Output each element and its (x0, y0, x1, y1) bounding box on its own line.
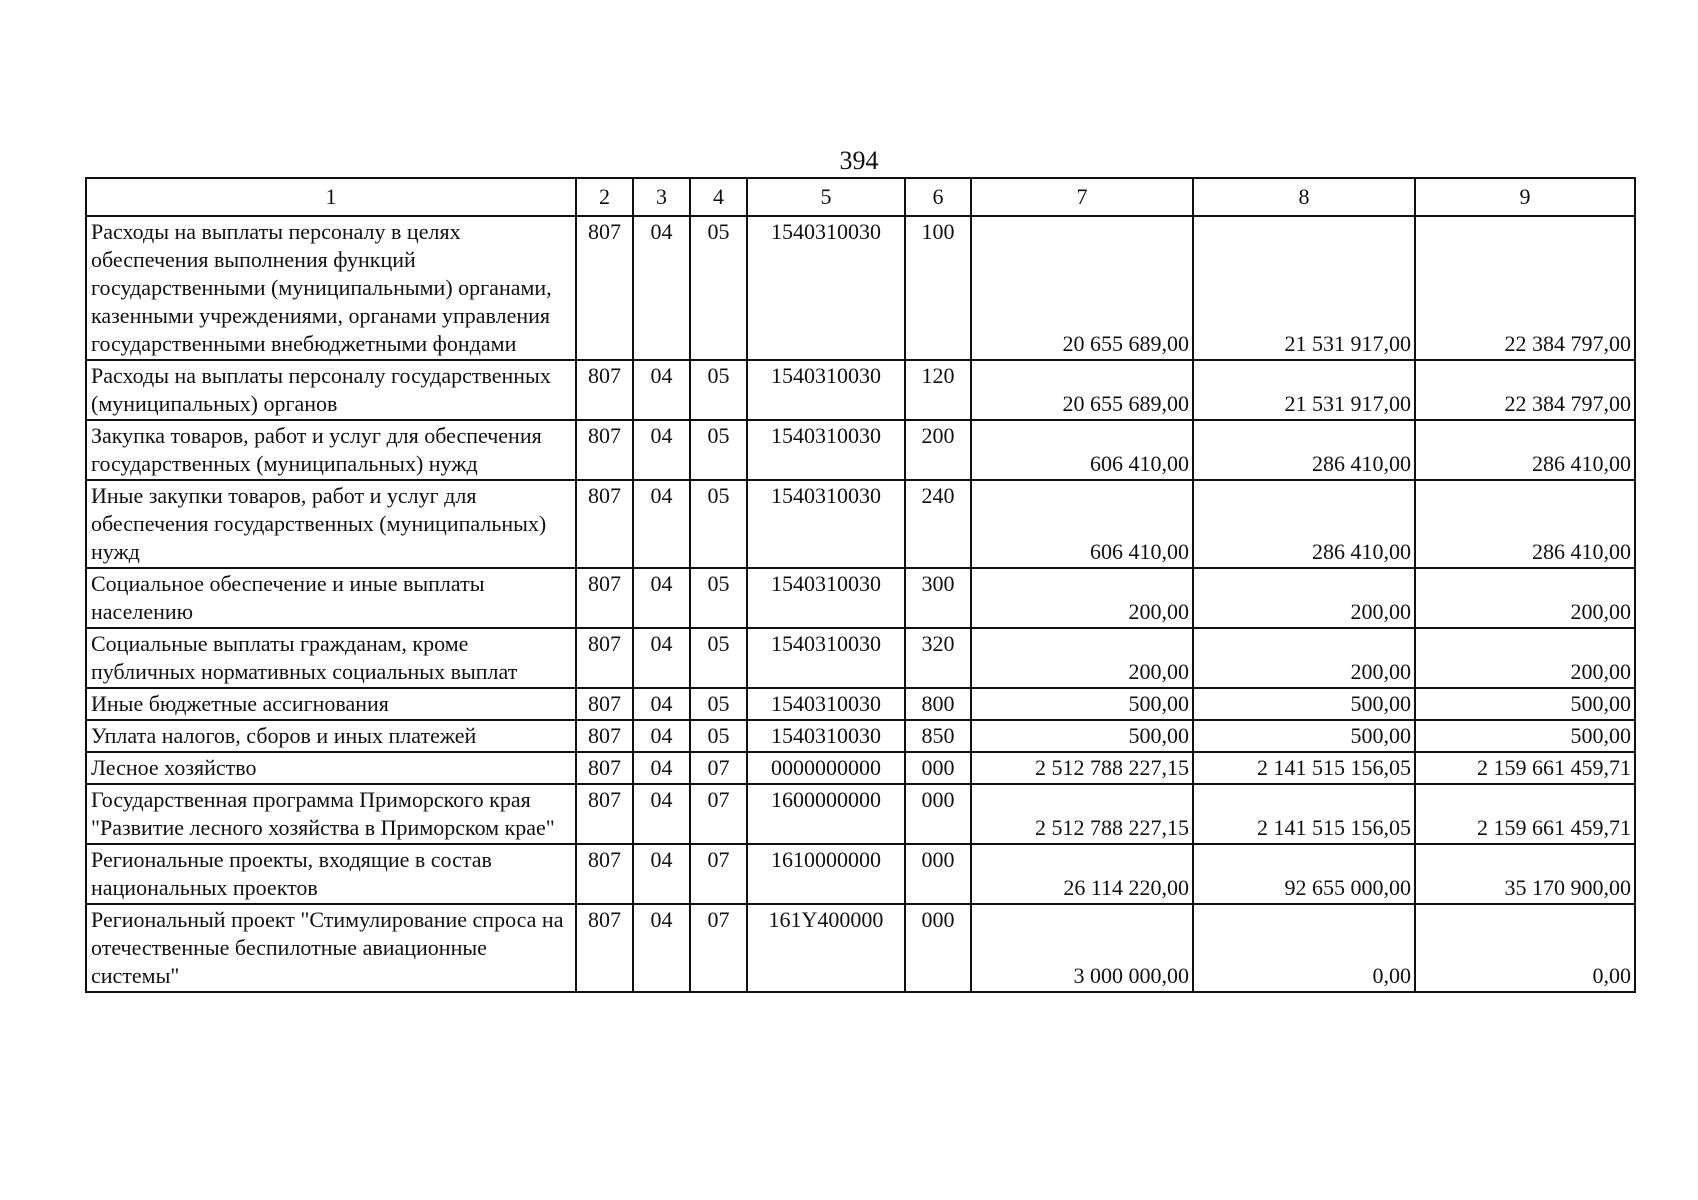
header-cell: 1 (86, 178, 576, 216)
cell-amount-col7: 3 000 000,00 (971, 904, 1193, 992)
header-cell: 7 (971, 178, 1193, 216)
cell-section-code: 04 (633, 688, 690, 720)
cell-amount-col7: 606 410,00 (971, 480, 1193, 568)
cell-amount-col8: 0,00 (1193, 904, 1415, 992)
cell-ministry-code: 807 (576, 216, 633, 360)
cell-target-article: 1540310030 (747, 628, 905, 688)
row-name: Расходы на выплаты персоналу в целях обеспечения выполнения функций государственными (муниципальными) органами, казенными учреждениями, органами управления государственными внебюджетными фондами (86, 216, 576, 360)
row-name: Закупка товаров, работ и услуг для обеспечения государственных (муниципальных) нужд (86, 420, 576, 480)
cell-ministry-code: 807 (576, 784, 633, 844)
cell-subsection-code: 05 (690, 720, 747, 752)
cell-amount-col8: 21 531 917,00 (1193, 216, 1415, 360)
cell-expense-type: 320 (905, 628, 971, 688)
header-cell: 3 (633, 178, 690, 216)
cell-section-code: 04 (633, 480, 690, 568)
cell-amount-col9: 500,00 (1415, 720, 1635, 752)
cell-amount-col7: 606 410,00 (971, 420, 1193, 480)
cell-section-code: 04 (633, 844, 690, 904)
cell-amount-col8: 286 410,00 (1193, 480, 1415, 568)
table-row (86, 216, 1635, 360)
header-cell: 4 (690, 178, 747, 216)
cell-amount-col7: 500,00 (971, 688, 1193, 720)
cell-section-code: 04 (633, 628, 690, 688)
cell-amount-col7: 2 512 788 227,15 (971, 784, 1193, 844)
table-row (86, 752, 1635, 784)
cell-amount-col9: 35 170 900,00 (1415, 844, 1635, 904)
cell-ministry-code: 807 (576, 568, 633, 628)
cell-target-article: 1540310030 (747, 480, 905, 568)
cell-subsection-code: 07 (690, 784, 747, 844)
cell-ministry-code: 807 (576, 420, 633, 480)
cell-expense-type: 000 (905, 784, 971, 844)
cell-ministry-code: 807 (576, 360, 633, 420)
cell-amount-col9: 200,00 (1415, 568, 1635, 628)
row-name: Иные закупки товаров, работ и услуг для обеспечения государственных (муниципальных) нужд (86, 480, 576, 568)
cell-subsection-code: 07 (690, 752, 747, 784)
header-cell: 8 (1193, 178, 1415, 216)
cell-subsection-code: 07 (690, 844, 747, 904)
table-row (86, 844, 1635, 904)
cell-section-code: 04 (633, 720, 690, 752)
table-row (86, 784, 1635, 844)
budget-table (85, 177, 1636, 993)
cell-expense-type: 000 (905, 844, 971, 904)
cell-amount-col9: 2 159 661 459,71 (1415, 784, 1635, 844)
cell-section-code: 04 (633, 904, 690, 992)
cell-amount-col9: 286 410,00 (1415, 480, 1635, 568)
cell-amount-col7: 200,00 (971, 628, 1193, 688)
table-row (86, 720, 1635, 752)
cell-expense-type: 120 (905, 360, 971, 420)
cell-expense-type: 300 (905, 568, 971, 628)
table-row (86, 360, 1635, 420)
cell-ministry-code: 807 (576, 688, 633, 720)
table-row (86, 904, 1635, 992)
header-row (86, 178, 1635, 216)
page-number: 394 (839, 146, 879, 175)
cell-target-article: 1540310030 (747, 688, 905, 720)
cell-ministry-code: 807 (576, 904, 633, 992)
table-row (86, 568, 1635, 628)
cell-expense-type: 800 (905, 688, 971, 720)
cell-amount-col7: 500,00 (971, 720, 1193, 752)
cell-expense-type: 240 (905, 480, 971, 568)
cell-amount-col8: 92 655 000,00 (1193, 844, 1415, 904)
cell-expense-type: 100 (905, 216, 971, 360)
row-name: Социальные выплаты гражданам, кроме публичных нормативных социальных выплат (86, 628, 576, 688)
cell-expense-type: 200 (905, 420, 971, 480)
cell-amount-col9: 500,00 (1415, 688, 1635, 720)
cell-subsection-code: 05 (690, 568, 747, 628)
cell-target-article: 1540310030 (747, 568, 905, 628)
cell-amount-col9: 22 384 797,00 (1415, 216, 1635, 360)
cell-target-article: 1540310030 (747, 720, 905, 752)
cell-subsection-code: 05 (690, 360, 747, 420)
cell-target-article: 1600000000 (747, 784, 905, 844)
cell-ministry-code: 807 (576, 628, 633, 688)
cell-ministry-code: 807 (576, 480, 633, 568)
cell-amount-col9: 2 159 661 459,71 (1415, 752, 1635, 784)
cell-amount-col8: 500,00 (1193, 688, 1415, 720)
cell-target-article: 1610000000 (747, 844, 905, 904)
cell-target-article: 161Y400000 (747, 904, 905, 992)
cell-amount-col8: 21 531 917,00 (1193, 360, 1415, 420)
cell-ministry-code: 807 (576, 844, 633, 904)
table-row (86, 480, 1635, 568)
cell-expense-type: 850 (905, 720, 971, 752)
cell-ministry-code: 807 (576, 752, 633, 784)
cell-amount-col7: 200,00 (971, 568, 1193, 628)
cell-amount-col8: 2 141 515 156,05 (1193, 784, 1415, 844)
header-cell: 9 (1415, 178, 1635, 216)
cell-section-code: 04 (633, 360, 690, 420)
cell-target-article: 1540310030 (747, 420, 905, 480)
table-row (86, 628, 1635, 688)
row-name: Иные бюджетные ассигнования (86, 688, 576, 720)
cell-subsection-code: 05 (690, 628, 747, 688)
cell-amount-col8: 286 410,00 (1193, 420, 1415, 480)
cell-amount-col7: 20 655 689,00 (971, 216, 1193, 360)
cell-section-code: 04 (633, 568, 690, 628)
row-name: Социальное обеспечение и иные выплаты населению (86, 568, 576, 628)
cell-amount-col9: 0,00 (1415, 904, 1635, 992)
cell-ministry-code: 807 (576, 720, 633, 752)
cell-amount-col7: 26 114 220,00 (971, 844, 1193, 904)
row-name: Расходы на выплаты персоналу государственных (муниципальных) органов (86, 360, 576, 420)
row-name: Государственная программа Приморского края "Развитие лесного хозяйства в Приморском крае" (86, 784, 576, 844)
header-cell: 6 (905, 178, 971, 216)
cell-subsection-code: 05 (690, 688, 747, 720)
cell-amount-col8: 200,00 (1193, 628, 1415, 688)
cell-subsection-code: 07 (690, 904, 747, 992)
row-name: Лесное хозяйство (86, 752, 576, 784)
header-cell: 2 (576, 178, 633, 216)
cell-amount-col9: 22 384 797,00 (1415, 360, 1635, 420)
cell-target-article: 1540310030 (747, 216, 905, 360)
row-name: Региональные проекты, входящие в состав национальных проектов (86, 844, 576, 904)
cell-expense-type: 000 (905, 752, 971, 784)
table-row (86, 420, 1635, 480)
cell-amount-col8: 2 141 515 156,05 (1193, 752, 1415, 784)
cell-subsection-code: 05 (690, 480, 747, 568)
cell-expense-type: 000 (905, 904, 971, 992)
cell-section-code: 04 (633, 216, 690, 360)
cell-target-article: 1540310030 (747, 360, 905, 420)
table-row (86, 688, 1635, 720)
header-cell: 5 (747, 178, 905, 216)
cell-section-code: 04 (633, 752, 690, 784)
row-name: Региональный проект "Стимулирование спроса на отечественные беспилотные авиационные системы" (86, 904, 576, 992)
row-name: Уплата налогов, сборов и иных платежей (86, 720, 576, 752)
cell-section-code: 04 (633, 784, 690, 844)
cell-amount-col7: 2 512 788 227,15 (971, 752, 1193, 784)
cell-amount-col7: 20 655 689,00 (971, 360, 1193, 420)
cell-target-article: 0000000000 (747, 752, 905, 784)
cell-subsection-code: 05 (690, 420, 747, 480)
cell-amount-col8: 200,00 (1193, 568, 1415, 628)
cell-amount-col8: 500,00 (1193, 720, 1415, 752)
cell-section-code: 04 (633, 420, 690, 480)
cell-subsection-code: 05 (690, 216, 747, 360)
cell-amount-col9: 200,00 (1415, 628, 1635, 688)
cell-amount-col9: 286 410,00 (1415, 420, 1635, 480)
